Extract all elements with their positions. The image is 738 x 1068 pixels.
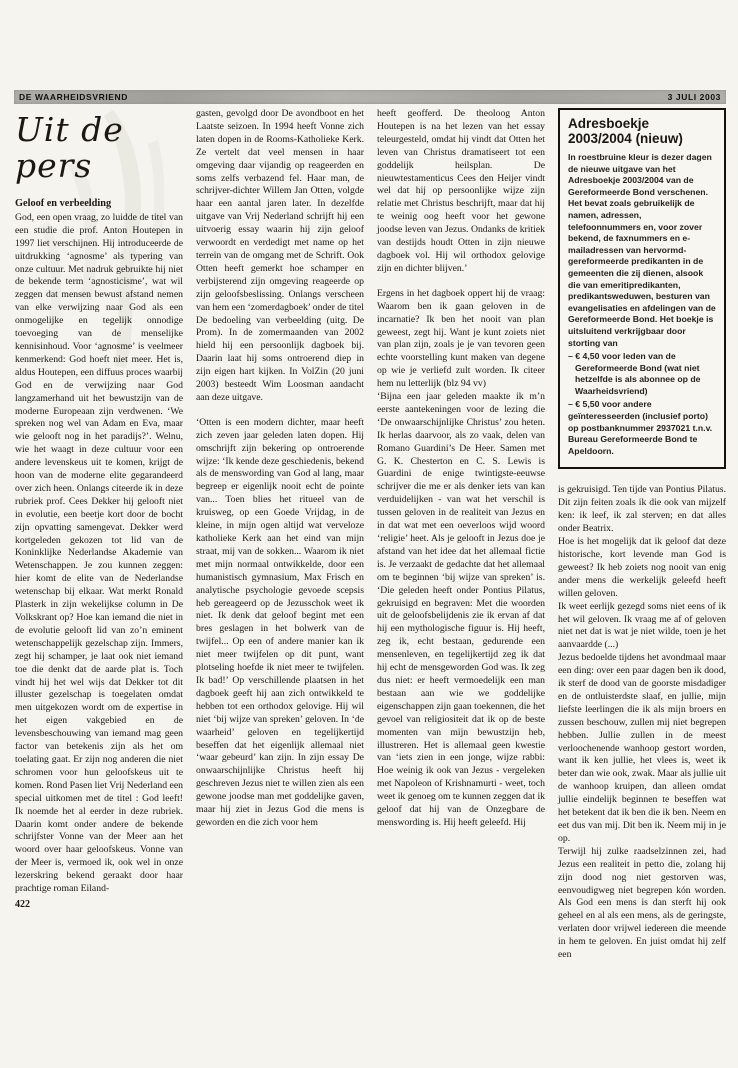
masthead: DE WAARHEIDSVRIEND <box>19 92 129 102</box>
article-paragraph: gasten, gevolgd door De avondboot en het Laatste seizoen. In 1994 heeft Vonne zich laten dopen in de Rooms-Katholieke Kerk. Ze vertelt dat veel mensen in haar omgeving daar vijandig op reageerden en soms zelfs verbazend fel. Haar man, de schrijver-dichter Willem Jan Otten, volgde haar een aantal jaren later. In dezelfde uitgave van Vrij Nederland schrijft hij een uitvoerig essay waarin hij zijn geloof verwoordt en verdedigt met name op het terrein van de omgang met de Schrift. Ook Otten heeft gemerkt hoe schamper en verbijsterend zijn omgeving reageerde op zijn geloofsbeslissing. Onlangs verscheen van hem een ‘zomerdagboek’ onder de titel De bedoeling van verbeelding (uitg. De Prom). In de zomermaanden van 2002 hield hij een persoonlijk dagboek bij. Daarin laat hij soms ontroerend diep in zijn eigen hart kijken. In VolZin (20 juni 2003) besteedt Wim Loosman aandacht aan deze uitgave. <box>196 108 364 403</box>
article-paragraph: heeft geofferd. De theoloog Anton Houtepen is na het lezen van het essay teleurgesteld, omdat hij vindt dat Otten het leven van Christus dramatiseert tot een goddelijk heilsplan. De nieuwtestamenticus Cees den Heijer vindt wel dat hij op persoonlijke wijze zijn relatie met Christus beschrijft, maar dat hij te weinig oog heeft voor het gewone joodse leven van Jezus. Ondanks de kritiek van destijds houdt Otten in zijn nieuwe dagboek vol. Hij wil orthodox gelovige zijn en dichter blijven.’ <box>377 108 545 274</box>
issue-date: 3 JULI 2003 <box>667 92 721 102</box>
page-title: Uit de pers <box>15 110 124 185</box>
article-paragraph: ‘Bijna een jaar geleden maakte ik m’n eerste aantekeningen voor de lezing die ‘De onwaarschijnlijke Christus’ zou heten. Ik herlas daarvoor, als zo vaak, delen van Romano Guardini’s De Heer. Samen met G. K. Chesterton en C. S. Lewis is Guardini de enige twintigste-eeuwse schrijver die me er als denker iets van kan verduidelijken - van wat het verschil is tussen geloven in de realiteit van Jezus en in dat wat met een oeverloos wijd woord ‘religie’ heet. Als je gelooft in Jezus doe je afstand van het idee dat het allemaal fictie is. Je verzaakt de gedachte dat het allemaal om te beginnen ‘bij wijze van spreken’ is. ‘Die geleden heeft onder Pontius Pilatus, gekruisigd en begraven: Met die woorden uit de geloofsbelijdenis zie ik ervan af dat hij een mythologische figuur is. Hij heeft, zeg ik, echt bestaan, gedurende een mensenleven, en tegelijkertijd zeg ik dat hij echt de mensgeworden God was. Ik zeg dus niet: er heeft vermoedelijk een man bestaan aan wie we goddelijke eigenschappen zijn gaan toekennen, die het gevoel van religiositeit dat ik op de beste momenten van mijn bewustzijn heb, illustreren. Het is allemaal geen kwestie van ‘iets zien in een jonge, wijze rabbi: Hoe weinig ik ook van Jezus - vergeleken met Napoleon of Krishnamurti - weet, toch weet ik genoeg om te kunnen zeggen dat ik geloof dat hij van de Onzegbare de menswording is. Hij heeft geleefd. Hij <box>377 391 545 828</box>
box-title: Adresboekje 2003/2004 (nieuw) <box>568 116 683 146</box>
box-paragraph: In roestbruine kleur is dezer dagen de nieuwe uitgave van het Adresboekje 2003/2004 van de Gereformeerde Bond verschenen. Het bevat zoals gebruikelijk de namen, adressen, telefoonnummers en, voor zover bekend, de faxnummers en e-mailadressen van hervormd-gereformeerde predikanten in de gemeenten die zij dienen, alsook die van emeritipredikanten, predikantsweduwen, besturen van evangelisaties en afdelingen van de Gereformeerde Bond. Het boekje is uitsluitend verkrijgbaar door storting van <box>568 152 716 348</box>
column-2 <box>196 108 364 830</box>
page-number: 422 <box>15 898 30 910</box>
article-paragraph: is gekruisigd. Ten tijde van Pontius Pilatus. Dit zijn feiten zoals ik die ook van mijzelf ken: ik leef, ik zal sterven; en dat alles onder Beatrix. <box>558 484 726 535</box>
article-paragraph: Hoe is het mogelijk dat ik geloof dat deze historische, kort levende man God is geweest? Ik heb zoiets nog nooit van enig ander mens die werkelijk geleefd heeft willen geloven. <box>558 536 726 599</box>
article-paragraph: Jezus bedoelde tijdens het avondmaal maar een ding: over een paar dagen ben ik dood, ik sterf de dood van de goorste misdadiger en de ontluisterdste slaaf, en jullie, mijn liefste leerlingen die ik als mijn broers en zussen beschouw, zullen mij niet begrepen hebben. Jullie zullen in de meest verloochenende wanhoop gestort worden, want ik ken jullie, het vlees is, weet ik beter dan wie ook, zwak. Maar als jullie uit de wanhoop kruipen, dan alleen omdat jullie eindelijk beginnen te beseffen wat het betekent dat ik ben die ik ben. Neem en eet dus van mij. Dit ben ik. Neem mij in je op. <box>558 652 726 844</box>
article-paragraph: ‘Otten is een modern dichter, maar heeft zich zeven jaar geleden laten dopen. Hij omschrijft zijn bekering op ontroerende wijze: ‘Ik kende deze geschiedenis, bekend als de menswording van God al lang, maar begreep er eigenlijk nooit echt de pointe van... Toen blies het ritueel van de kruisweg, op een Goede Vrijdag, in de kleine, in mijn ogen altijd wat verveloze katholieke Kerk aan het eind van mijn straat, mij van de sokken... Waarom ik niet met mijn normaal ontwikkelde, door een humanistisch gymnasium, Max Frisch en analytische psychologie gevoede scepsis heb gereageerd op de Jezusschok weet ik niet. Ik denk dat geloof begint met een bres geslagen in het bolwerk van de twijfel... Op een of andere manier kan ik niet meer twijfelen op dit punt, want plotseling hoefde ik niet meer te twijfelen. Ik bad!’ Op verschillende plaatsen in het dagboek geeft hij aan zich ontwikkeld te hebben tot een orthodox gelovige. Hij wil niet ‘bij wijze van spreken’ geloven. In ‘de waarheid’ geloven en tegelijkertijd beseffen dat het eigenlijk allemaal niet ‘waar gebeurd’ kan zijn. In zijn essay De onwaarschijnlijke Christus heeft hij geschreven Jezus niet te willen zien als een gewone joodse man met goddelijke gaven, maar hij ziet in Jezus God die mens is geworden en die zich voor hem <box>196 416 364 828</box>
column-1 <box>15 108 183 912</box>
box-price-item: – € 4,50 voor leden van de Gereformeerde Bond (wat niet hetzelfde is als abonnee op de Waarheidsvriend) <box>568 351 701 396</box>
article-paragraph: Ergens in het dagboek oppert hij de vraag: Waarom ben ik gaan geloven in de incarnatie? Ik ben het nooit van plan geweest, zegt hij. Want je kunt zoiets niet van plan zijn, zoals je je van tevoren geen echte voorstelling kunt maken van degene op wie je verliefd zult worden. Ik citeer hem nu letterlijk (blz 94 vv) <box>377 287 545 390</box>
column-4 <box>558 108 726 962</box>
article-paragraph: Ik weet eerlijk gezegd soms niet eens of ik het wil geloven. Ik vraag me af of geloven niet net dat is wat je niet wilde, toen je het aanvaardde (...) <box>558 600 726 651</box>
header-strip <box>14 90 726 104</box>
section-heading: Geloof en verbeelding <box>15 198 112 209</box>
box-price-item: – € 5,50 voor andere geïnteresseerden (inclusief porto) op postbanknummer 2937021 t.n.v. Bureau Gereformeerde Bond te Apeldoorn. <box>568 399 713 456</box>
column-3 <box>377 108 545 830</box>
article-paragraph: Terwijl hij zulke raadselzinnen zei, had Jezus een realiteit in petto die, zolang hij zijn dood nog niet gestorven was, eenvoudigweg niet begrepen kón worden. Als God een mens is dan sterft hij ook geheel en al als een mens, als de geringste, verlaten door vrijwel iedereen die meende in hem te geloven. En juist omdat hij zelf een <box>558 845 726 961</box>
article-paragraph: God, een open vraag, zo luidde de titel van een studie die prof. Anton Houtepen in 1997 liet verschijnen. Hij introduceerde de uitdrukking ‘agnosme’ als typering van onze cultuur. Met nadruk gebruikte hij niet de bekende term ‘agnosticisme’, wat wil zeggen dat mensen bewust afstand nemen van elke verwijzing naar God als een onmogelijke en tegelijk onnodige toevoeging van de menselijke kennisinhoud. Voor ‘agnosme’ is veelmeer kenmerkend: God hoeft niet meer. Het is, aldus Houtepen, een diffuus proces waarbij God en de verwijzing naar God langzamerhand uit het bewustzijn van de moderne Europeaan zijn verdwenen. ‘We spreken nog wel van Adam en Eva, maar wie gelooft nog in het paradijs?’. Welnu, wie het waagt in deze cultuur voor een andere levenskeus uit te komen, krijgt de hoon van de moderne elite gegarandeerd over zich heen. Onlangs citeerde ik in deze rubriek prof. Cees Dekker hij gelooft niet in evolutie, een beetje kort door de bocht zijn opvatting samengevat. Dekker werd kortgeleden gekozen tot lid van de Koninklijke Nederlandse Akademie van Wetenschappen. Je zou kunnen zeggen: hier komt de elite van de Nederlandse wetenschap bij elkaar. Wat merkt Ronald Plasterk in zijn wekelijkse column in De Volkskrant op? Hoe kan iemand die niet in de evolutie gelooft lid van zo’n eminent wetenschappelijk gezelschap zijn. Immers, zegt hij schamper, je laat ook niet iemand toe die denkt dat de aarde plat is. Toch vindt hij het wel wijs dat Dekker tot dit illuster gezelschap is toegelaten omdat men uitgekozen wordt om de expertise in het eigen vakgebied en de levensbeschouwing van iemand mag geen factor van betekenis zijn als het om toelating gaat. Er zijn nog anderen die niet schromen voor hun geloofskeus uit te komen. Rond Pasen liet Vrij Nederland een special uitkomen met de titel : God leeft! Ik noemde het al eerder in deze rubriek. Daarin komt onder andere de bekende schrijfster Vonne van der Meer aan het woord over haar geloofskeus. Vonne van der Meer is, vermoed ik, ook wel in onze lezerskring bekend geraakt door haar prachtige roman Eiland- <box>15 211 183 895</box>
adresboekje-box <box>558 108 726 469</box>
